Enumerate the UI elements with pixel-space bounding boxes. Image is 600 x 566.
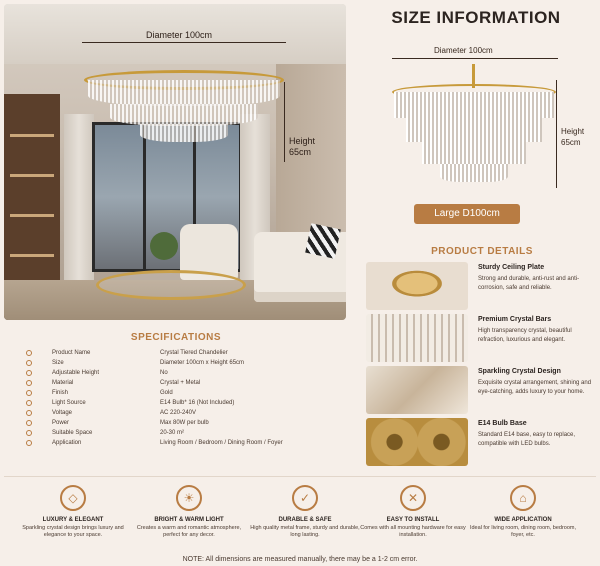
palette-icon: [26, 390, 32, 396]
spec-label: Size: [52, 360, 64, 366]
size-height-line: [556, 80, 557, 188]
house-icon: ⌂: [510, 485, 536, 511]
area-icon: [26, 430, 32, 436]
spec-row: [8, 438, 346, 448]
crystal-bars-image: [366, 314, 468, 362]
ruler-icon: [26, 360, 32, 366]
plant: [150, 232, 178, 260]
detail-desc: Strong and durable, anti-rust and anti-corrosion, safe and reliable.: [478, 276, 580, 291]
diamond-icon: [26, 380, 32, 386]
pillow: [305, 223, 341, 259]
height-line: [284, 82, 285, 162]
spec-value: Max 80W per bulb: [160, 420, 209, 426]
shield-check-icon: ✓: [292, 485, 318, 511]
spec-row: [8, 378, 346, 388]
spec-value: Gold: [160, 390, 173, 396]
detail-title: Sturdy Ceiling Plate: [478, 264, 545, 271]
spec-label: Product Name: [52, 350, 91, 356]
ceiling-plate-image: [366, 262, 468, 310]
feature-desc: Creates a warm and romantic atmosphere, perfect for any decor.: [136, 525, 242, 538]
spec-value: Diameter 100cm x Height 65cm: [160, 360, 245, 366]
chandelier-diagram: [392, 62, 556, 188]
diamond-icon: ◇: [60, 485, 86, 511]
detail-desc: High transparency crystal, beautiful refraction, luxurious and elegant.: [478, 328, 572, 343]
feature-title: BRIGHT & WARM LIGHT: [154, 517, 224, 523]
crystal-design-image: [366, 366, 468, 414]
detail-bulb-base: [366, 418, 598, 466]
spec-row: [8, 428, 346, 438]
bulb-base-image: [366, 418, 468, 466]
feature-desc: High quality metal frame, sturdy and durable, long lasting.: [250, 525, 360, 538]
spec-value: Crystal + Metal: [160, 380, 201, 386]
feature-title: WIDE APPLICATION: [494, 517, 552, 523]
coffee-table: [96, 270, 246, 300]
size-info-title: SIZE INFORMATION: [391, 8, 561, 27]
arrows-vertical-icon: [26, 370, 32, 376]
spec-label: Material: [52, 380, 74, 386]
tools-icon: ✕: [400, 485, 426, 511]
diameter-line: [82, 42, 286, 43]
detail-desc: Standard E14 base, easy to replace, compatible with LED bulbs.: [478, 432, 576, 447]
bolt-icon: [26, 410, 32, 416]
spec-row: [8, 418, 346, 428]
feature-title: EASY TO INSTALL: [386, 517, 440, 523]
spec-value: E14 Bulb* 16 (Not Included): [160, 400, 235, 406]
feature-install: [354, 485, 472, 539]
spec-label: Voltage: [52, 410, 73, 416]
photo-diameter-label: Diameter 100cm: [146, 30, 213, 40]
spec-label: Adjustable Height: [52, 370, 100, 376]
dimension-note: NOTE: All dimensions are measured manually, there may be a 1-2 cm error.: [182, 556, 418, 563]
detail-title: E14 Bulb Base: [478, 420, 527, 427]
home-icon: [26, 440, 32, 446]
feature-luxury: [14, 485, 132, 539]
detail-desc: Exquisite crystal arrangement, shining and eye-catching, adds luxury to your home.: [478, 380, 592, 395]
spec-value: Crystal Tiered Chandelier: [160, 350, 228, 356]
chandelier-photo: [84, 70, 284, 160]
room-photo: [4, 4, 346, 320]
spec-label: Finish: [52, 390, 69, 396]
spec-label: Light Source: [52, 400, 86, 406]
spec-row: [8, 358, 346, 368]
detail-title: Premium Crystal Bars: [478, 316, 552, 323]
features-band: [4, 476, 596, 554]
size-diameter-line: [392, 58, 558, 59]
spec-value: Living Room / Bedroom / Dining Room / Foyer: [160, 440, 283, 446]
spec-value: AC 220-240V: [160, 410, 197, 416]
spec-value: No: [160, 370, 168, 376]
size-height-label: Height 65cm: [561, 127, 585, 147]
feature-desc: Ideal for living room, dining room, bedroom, foyer, etc.: [469, 525, 577, 538]
specifications-title: SPECIFICATIONS: [130, 332, 222, 343]
bulb-icon: [26, 400, 32, 406]
feature-title: LUXURY & ELEGANT: [42, 517, 104, 523]
detail-crystal-design: [366, 366, 598, 414]
spec-label: Application: [52, 440, 82, 446]
specifications-table: [8, 348, 346, 448]
photo-height-label: Height 65cm: [289, 136, 316, 157]
sun-icon: ☀: [176, 485, 202, 511]
feature-desc: Sparkling crystal design brings luxury and elegance to your space.: [22, 525, 124, 538]
feature-durable: [246, 485, 364, 539]
feature-bright: [130, 485, 248, 539]
spec-label: Suitable Space: [52, 430, 93, 436]
spec-value: 20-30 m²: [160, 430, 185, 436]
spec-row: [8, 368, 346, 378]
power-icon: [26, 420, 32, 426]
spec-label: Power: [52, 420, 70, 426]
info-icon: [26, 350, 32, 356]
feature-desc: Comes with all mounting hardware for easy installation.: [360, 525, 466, 538]
product-details-title: PRODUCT DETAILS: [431, 246, 533, 257]
size-option-button[interactable]: Large D100cm: [414, 204, 520, 224]
detail-crystal-bars: [366, 314, 598, 362]
spec-row: [8, 388, 346, 398]
detail-title: Sparkling Crystal Design: [478, 368, 561, 375]
spec-row: [8, 348, 346, 358]
spec-row: [8, 398, 346, 408]
detail-ceiling-plate: [366, 262, 598, 310]
feature-application: [464, 485, 582, 539]
spec-row: [8, 408, 346, 418]
size-diameter-label: Diameter 100cm: [434, 46, 493, 55]
feature-title: DURABLE & SAFE: [278, 517, 332, 523]
